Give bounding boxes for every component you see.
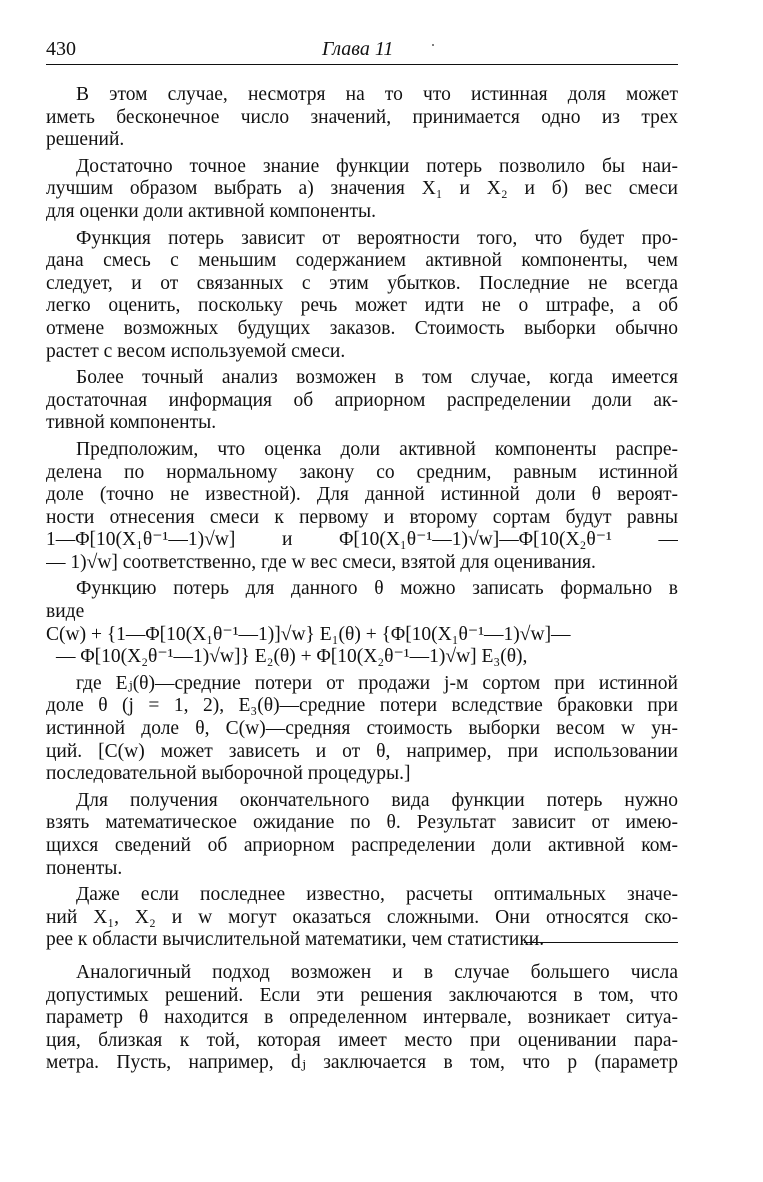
text-line: виде xyxy=(46,601,85,623)
header-rule xyxy=(46,64,678,65)
text-line: Функцию потерь для данного θ можно записать формально в xyxy=(76,578,678,600)
text-line: достаточная информация об априорном распределении доли ак- xyxy=(46,389,678,411)
text-line: где Eⱼ(θ)—средние потери от продажи j-м сортом при истинной xyxy=(76,672,678,694)
text-line: растет с весом используемой смеси. xyxy=(46,340,346,362)
text-line: В этом случае, несмотря на то что истинная доля может xyxy=(76,84,678,105)
text-line: легко оценить, поскольку речь может идти не о штрафе, а об xyxy=(46,295,678,317)
main-text xyxy=(46,84,678,952)
formula-line: C(w) + {1—Φ[10(X₁θ⁻¹—1)]√w} E₁(θ) + {Φ[10(X₁θ⁻¹—1)√w]— xyxy=(46,623,571,645)
text-line: дана смесь с меньшим содержанием активной компоненты, чем xyxy=(46,250,678,272)
formula-line: — Φ[10(X₂θ⁻¹—1)√w]} E₂(θ) + Φ[10(X₂θ⁻¹—1)√w] E₃(θ), xyxy=(56,646,528,668)
text-line: истинной доле θ, C(w)—средняя стоимость выборки весом w ун- xyxy=(46,718,678,740)
text-line: Даже если последнее известно, расчеты оптимальных значе- xyxy=(76,884,678,906)
text-line: последовательной выборочной процедуры.] xyxy=(46,763,411,785)
text-line: — 1)√w] соответственно, где w вес смеси, взятой для оценивания. xyxy=(46,551,596,573)
text-line: допустимых решений. Если эти решения заключаются в том, что xyxy=(46,984,678,1006)
running-header xyxy=(0,38,763,62)
text-line: лучшим образом выбрать а) значения X₁ и X₂ и б) вес смеси xyxy=(46,178,678,200)
text-line: делена по нормальному закону со средним, равным истинной xyxy=(46,461,678,483)
text-line: тивной компоненты. xyxy=(46,412,217,434)
text-line: 1—Φ[10(X₁θ⁻¹—1)√w] и Φ[10(X₁θ⁻¹—1)√w]—Φ[10(X₂θ⁻¹ — xyxy=(46,529,678,551)
text-line: решений. xyxy=(46,129,125,151)
section-separator xyxy=(524,942,678,943)
text-line: поненты. xyxy=(46,857,123,879)
text-line: Функция потерь зависит от вероятности того, что будет про- xyxy=(76,227,678,249)
text-line: щихся сведений об априорном распределении доли активной ком- xyxy=(46,835,678,856)
print-speck xyxy=(432,44,434,46)
text-line: ция, близкая к той, которая имеет место при оценивании пара- xyxy=(46,1029,678,1051)
lower-text xyxy=(46,962,678,1075)
text-line: для оценки доли активной компоненты. xyxy=(46,200,376,222)
text-line: доле θ (j = 1, 2), E₃(θ)—средние потери вследствие браковки при xyxy=(46,695,678,717)
text-line: ций. [C(w) может зависеть и от θ, например, при использовании xyxy=(46,740,678,762)
text-line: Для получения окончательного вида функции потерь нужно xyxy=(76,789,678,811)
text-line: Предположим, что оценка доли активной компоненты распре- xyxy=(76,438,678,460)
text-line: иметь бесконечное число значений, принимается одно из трех xyxy=(46,106,678,128)
text-line: доле (точно не известной). Для данной истинной доли θ вероят- xyxy=(46,484,678,506)
text-line: Достаточно точное знание функции потерь позволило бы наи- xyxy=(76,155,678,177)
text-line: Аналогичный подход возможен и в случае большего числа xyxy=(76,962,678,983)
page-number: 430 xyxy=(46,38,76,60)
text-line: следует, и от связанных с этим убытков. Последние не всегда xyxy=(46,272,678,294)
text-line: ности отнесения смеси к первому и второму сортам будут равны xyxy=(46,506,678,528)
text-line: взять математическое ожидание по θ. Результат зависит от имею- xyxy=(46,812,678,834)
text-line: рее к области вычислительной математики, чем статистики. xyxy=(46,929,545,951)
chapter-title: Глава 11 xyxy=(322,38,394,60)
text-line: параметр θ находится в определенном интервале, возникает ситуа- xyxy=(46,1007,678,1029)
text-line: ний X₁, X₂ и w могут оказаться сложными. Они относятся ско- xyxy=(46,906,678,928)
text-line: Более точный анализ возможен в том случае, когда имеется xyxy=(76,367,678,389)
text-line: отмене возможных будущих заказов. Стоимость выборки обычно xyxy=(46,317,678,339)
text-line: метра. Пусть, например, dⱼ заключается в том, что p (параметр xyxy=(46,1052,678,1074)
